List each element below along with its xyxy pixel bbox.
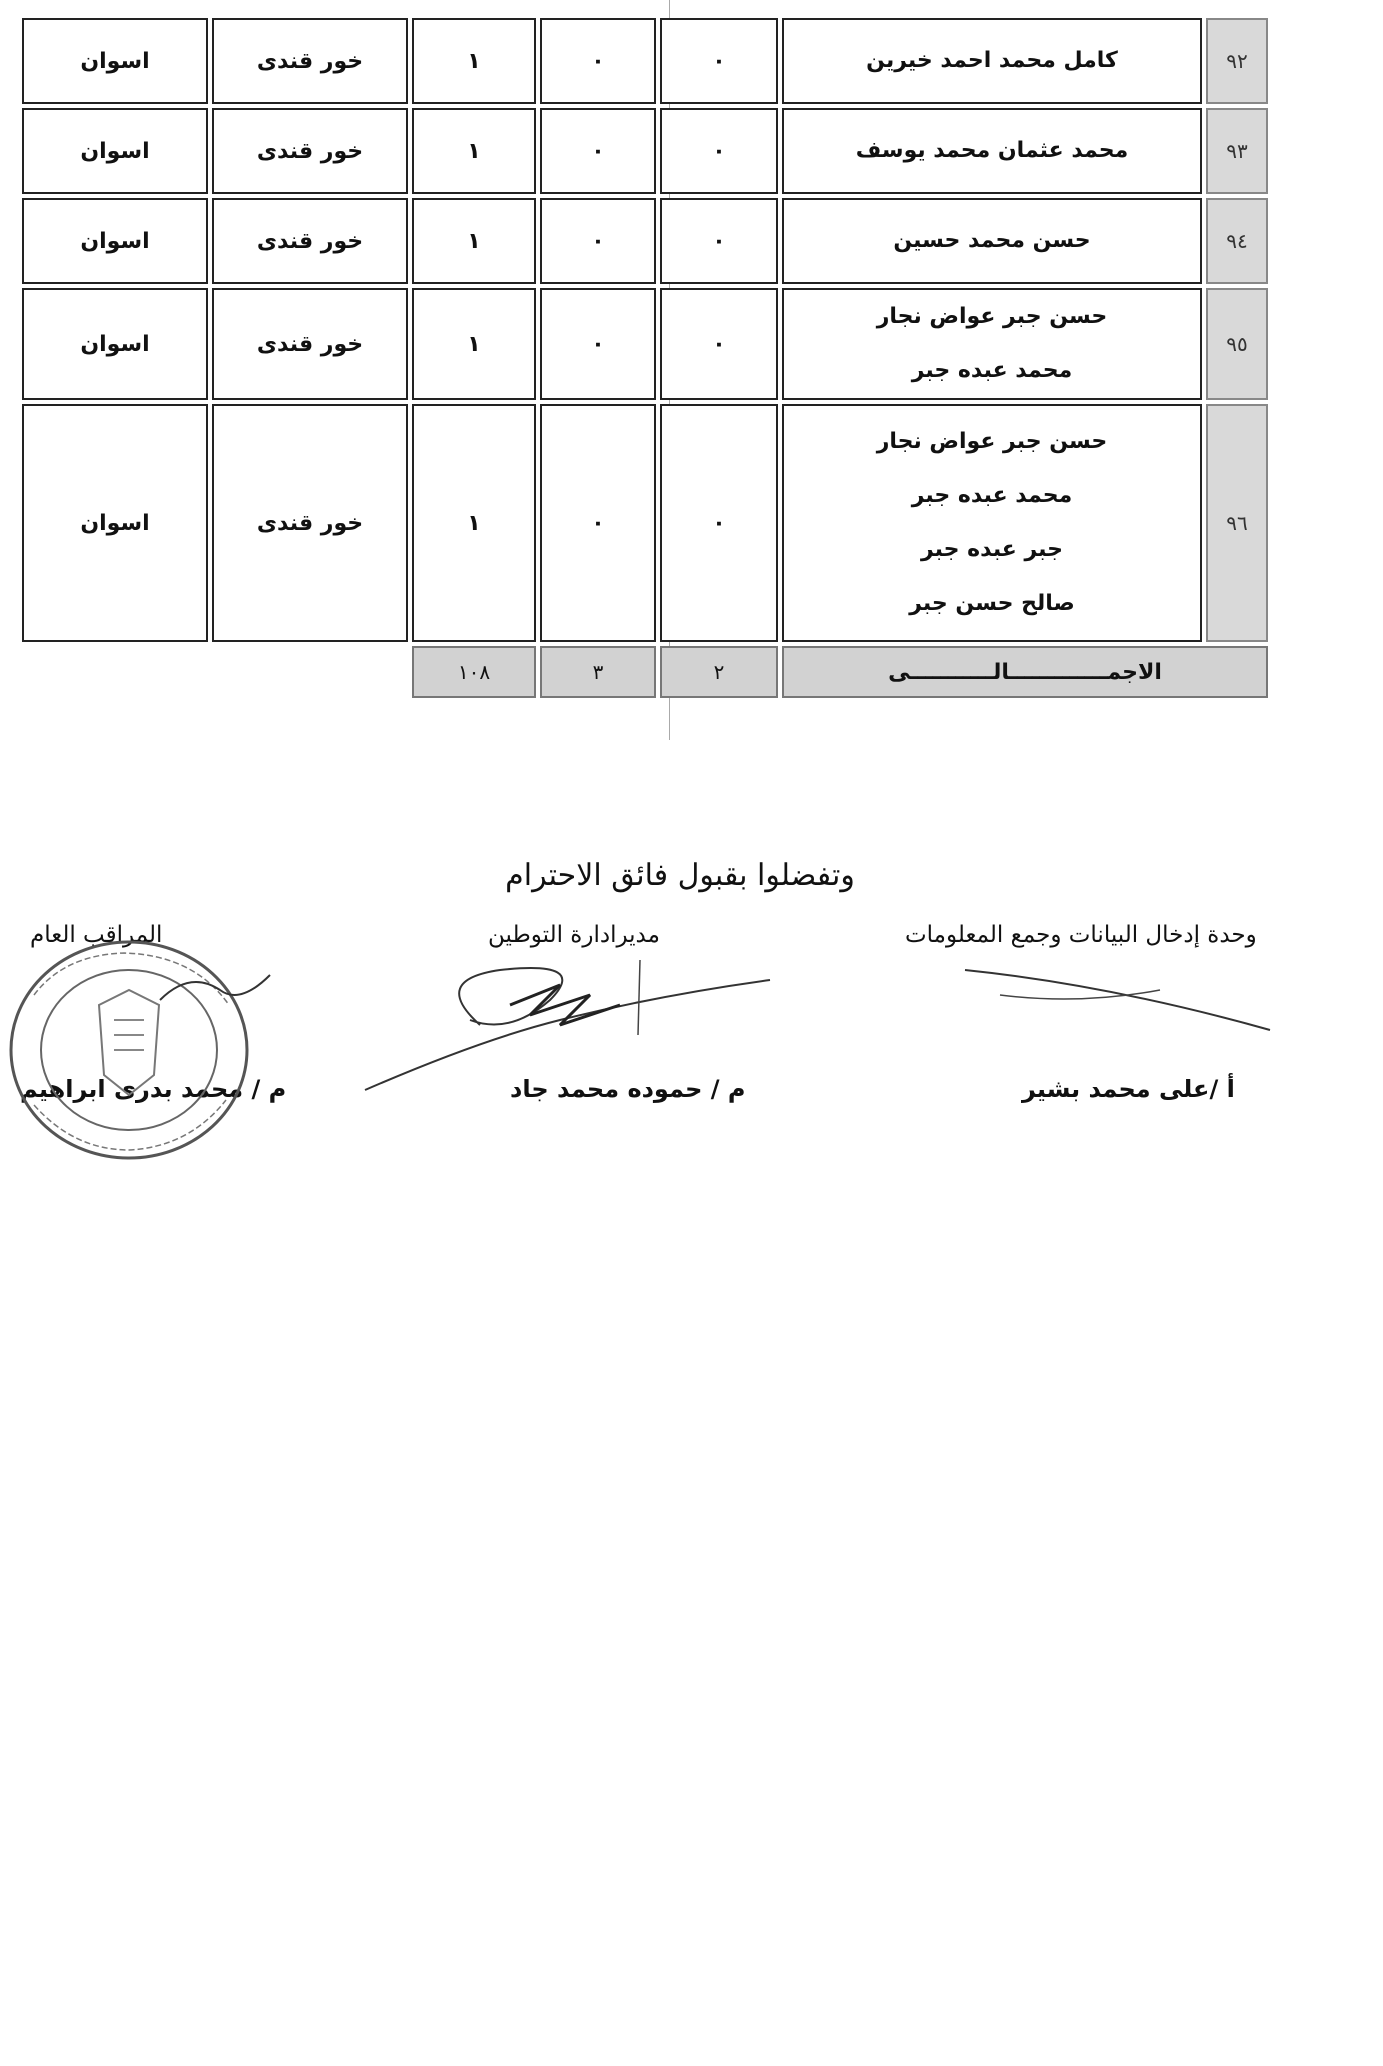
village-cell: خور قندى	[212, 18, 408, 104]
village-cell: خور قندى	[212, 108, 408, 194]
count-b-cell: ٠	[540, 198, 656, 284]
general-supervisor-signature-icon	[150, 960, 280, 1020]
names-cell	[782, 404, 1202, 642]
count-c-cell: ١	[412, 198, 536, 284]
serial-cell: ٩٤	[1206, 198, 1268, 284]
settlement-manager-signature-icon	[360, 940, 780, 1100]
names-cell	[782, 18, 1202, 104]
beneficiary-name: حسن جبر عواض نجار	[876, 304, 1108, 329]
total-b-cell: ٣	[540, 646, 656, 698]
beneficiary-name: محمد عثمان محمد يوسف	[855, 138, 1129, 163]
serial-cell: ٩٥	[1206, 288, 1268, 400]
village-cell: خور قندى	[212, 198, 408, 284]
data-unit-title: وحدة إدخال البيانات وجمع المعلومات	[905, 922, 1257, 948]
beneficiary-name: جبر عبده جبر	[920, 537, 1064, 562]
names-cell	[782, 108, 1202, 194]
city-cell: اسوان	[22, 108, 208, 194]
count-a-cell: ٠	[660, 198, 778, 284]
closing-phrase: وتفضلوا بقبول فائق الاحترام	[505, 858, 855, 893]
serial-cell: ٩٢	[1206, 18, 1268, 104]
city-cell: اسوان	[22, 198, 208, 284]
general-supervisor-signatory: م / محمد بدرى ابراهيم	[20, 1075, 287, 1103]
count-a-cell: ٠	[660, 288, 778, 400]
count-a-cell: ٠	[660, 404, 778, 642]
table-row	[22, 18, 1268, 104]
settlement-manager-signatory: م / حموده محمد جاد	[510, 1075, 746, 1103]
count-a-cell: ٠	[660, 18, 778, 104]
total-row	[22, 646, 1268, 698]
village-cell: خور قندى	[212, 288, 408, 400]
general-supervisor-title: المراقب العام	[30, 922, 163, 948]
beneficiary-name: محمد عبده جبر	[911, 358, 1073, 383]
count-b-cell: ٠	[540, 108, 656, 194]
total-a-cell: ٢	[660, 646, 778, 698]
count-b-cell: ٠	[540, 404, 656, 642]
city-cell: اسوان	[22, 18, 208, 104]
beneficiary-name: كامل محمد احمد خيرين	[866, 48, 1118, 73]
data-unit-signatory: أ /على محمد بشير	[1022, 1075, 1235, 1103]
city-cell: اسوان	[22, 288, 208, 400]
total-empty-cell	[22, 646, 408, 698]
count-c-cell: ١	[412, 108, 536, 194]
total-label-cell: الاجمـــــــــــــالـــــــــــى	[782, 646, 1268, 698]
count-b-cell: ٠	[540, 18, 656, 104]
count-c-cell: ١	[412, 288, 536, 400]
serial-cell: ٩٦	[1206, 404, 1268, 642]
names-cell	[782, 198, 1202, 284]
city-cell: اسوان	[22, 404, 208, 642]
total-c-cell: ١٠٨	[412, 646, 536, 698]
beneficiaries-table-wrapper	[18, 14, 1264, 702]
names-cell	[782, 288, 1202, 400]
village-cell: خور قندى	[212, 404, 408, 642]
beneficiaries-table	[18, 14, 1272, 702]
table-row	[22, 198, 1268, 284]
count-b-cell: ٠	[540, 288, 656, 400]
beneficiary-name: حسن جبر عواض نجار	[876, 429, 1108, 454]
table-row	[22, 108, 1268, 194]
beneficiary-name: محمد عبده جبر	[911, 483, 1073, 508]
count-c-cell: ١	[412, 18, 536, 104]
settlement-manager-title: مديرادارة التوطين	[488, 922, 660, 948]
data-unit-signature-icon	[960, 950, 1280, 1040]
count-a-cell: ٠	[660, 108, 778, 194]
table-row	[22, 288, 1268, 400]
count-c-cell: ١	[412, 404, 536, 642]
serial-cell: ٩٣	[1206, 108, 1268, 194]
table-row	[22, 404, 1268, 642]
beneficiary-name: حسن محمد حسين	[893, 228, 1091, 253]
beneficiary-name: صالح حسن جبر	[909, 591, 1075, 616]
